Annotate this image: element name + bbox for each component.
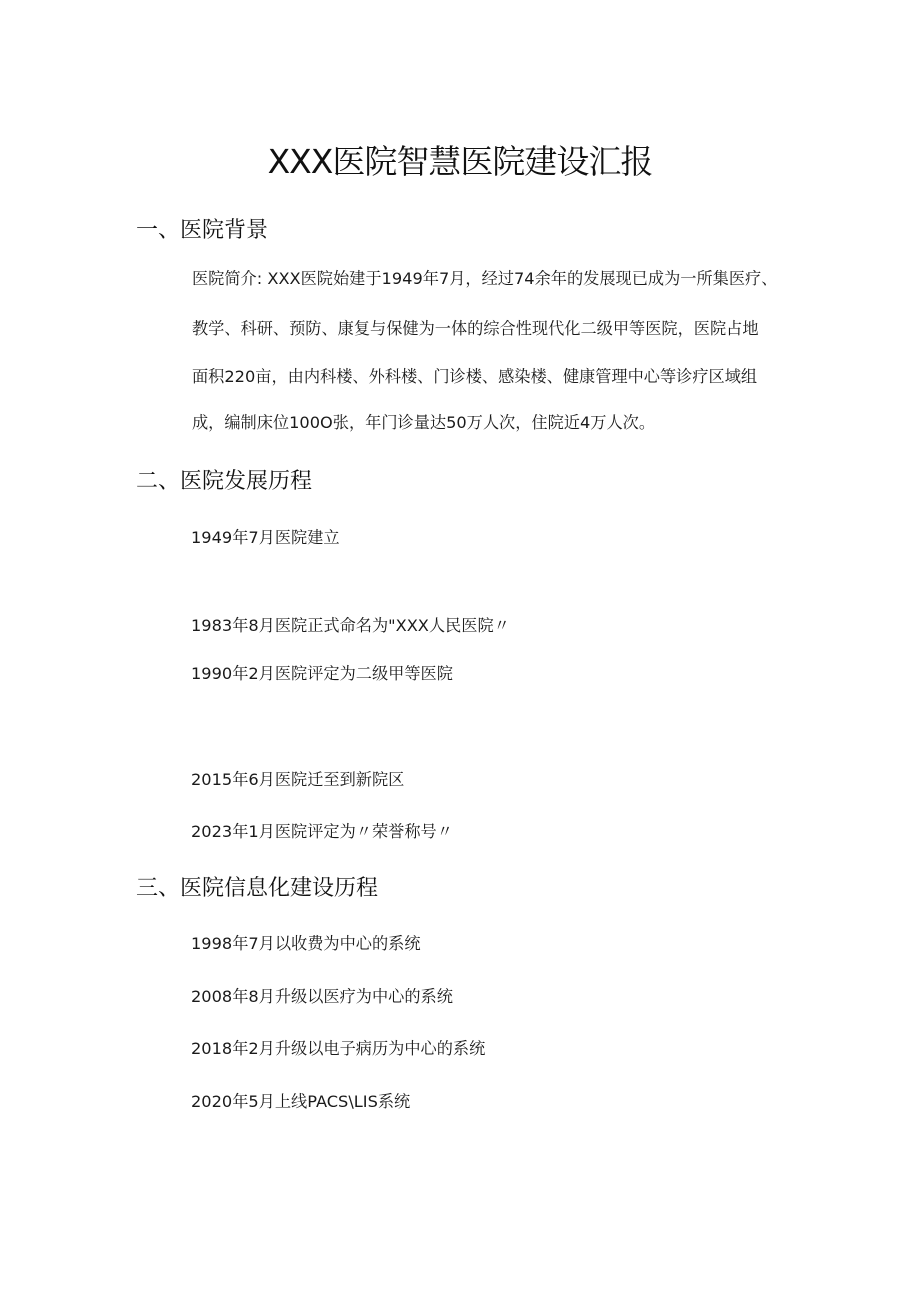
list-item: 2023年1月医院评定为〃荣誉称号〃 <box>191 822 453 841</box>
intro-line: 面积220亩，由内科楼、外科楼、门诊楼、感染楼、健康管理中心等诊疗区域组 <box>192 367 758 386</box>
section-heading-background: 一、医院背景 <box>136 218 269 243</box>
section-heading-history: 二、医院发展历程 <box>136 469 313 494</box>
intro-line: 成，编制床位100O张，年门诊量达50万人次，住院近4万人次。 <box>192 413 656 432</box>
list-item: 1990年2月医院评定为二级甲等医院 <box>191 664 453 683</box>
list-item: 2020年5月上线PACS\LIS系统 <box>191 1092 411 1111</box>
list-item: 2015年6月医院迁至到新院区 <box>191 770 405 789</box>
section-heading-it-history: 三、医院信息化建设历程 <box>136 876 379 901</box>
intro-line: 医院简介: XXX医院始建于1949年7月，经过74余年的发展现已成为一所集医疗、 <box>192 269 778 288</box>
document-title: XXX医院智慧医院建设汇报 <box>267 142 653 181</box>
list-item: 1998年7月以收费为中心的系统 <box>191 934 421 953</box>
list-item: 1949年7月医院建立 <box>191 528 340 547</box>
list-item: 2018年2月升级以电子病历为中心的系统 <box>191 1039 486 1058</box>
intro-line: 教学、科研、预防、康复与保健为一体的综合性现代化二级甲等医院，医院占地 <box>192 319 759 338</box>
list-item: 2008年8月升级以医疗为中心的系统 <box>191 987 453 1006</box>
list-item: 1983年8月医院正式命名为"XXX人民医院〃 <box>191 616 510 635</box>
